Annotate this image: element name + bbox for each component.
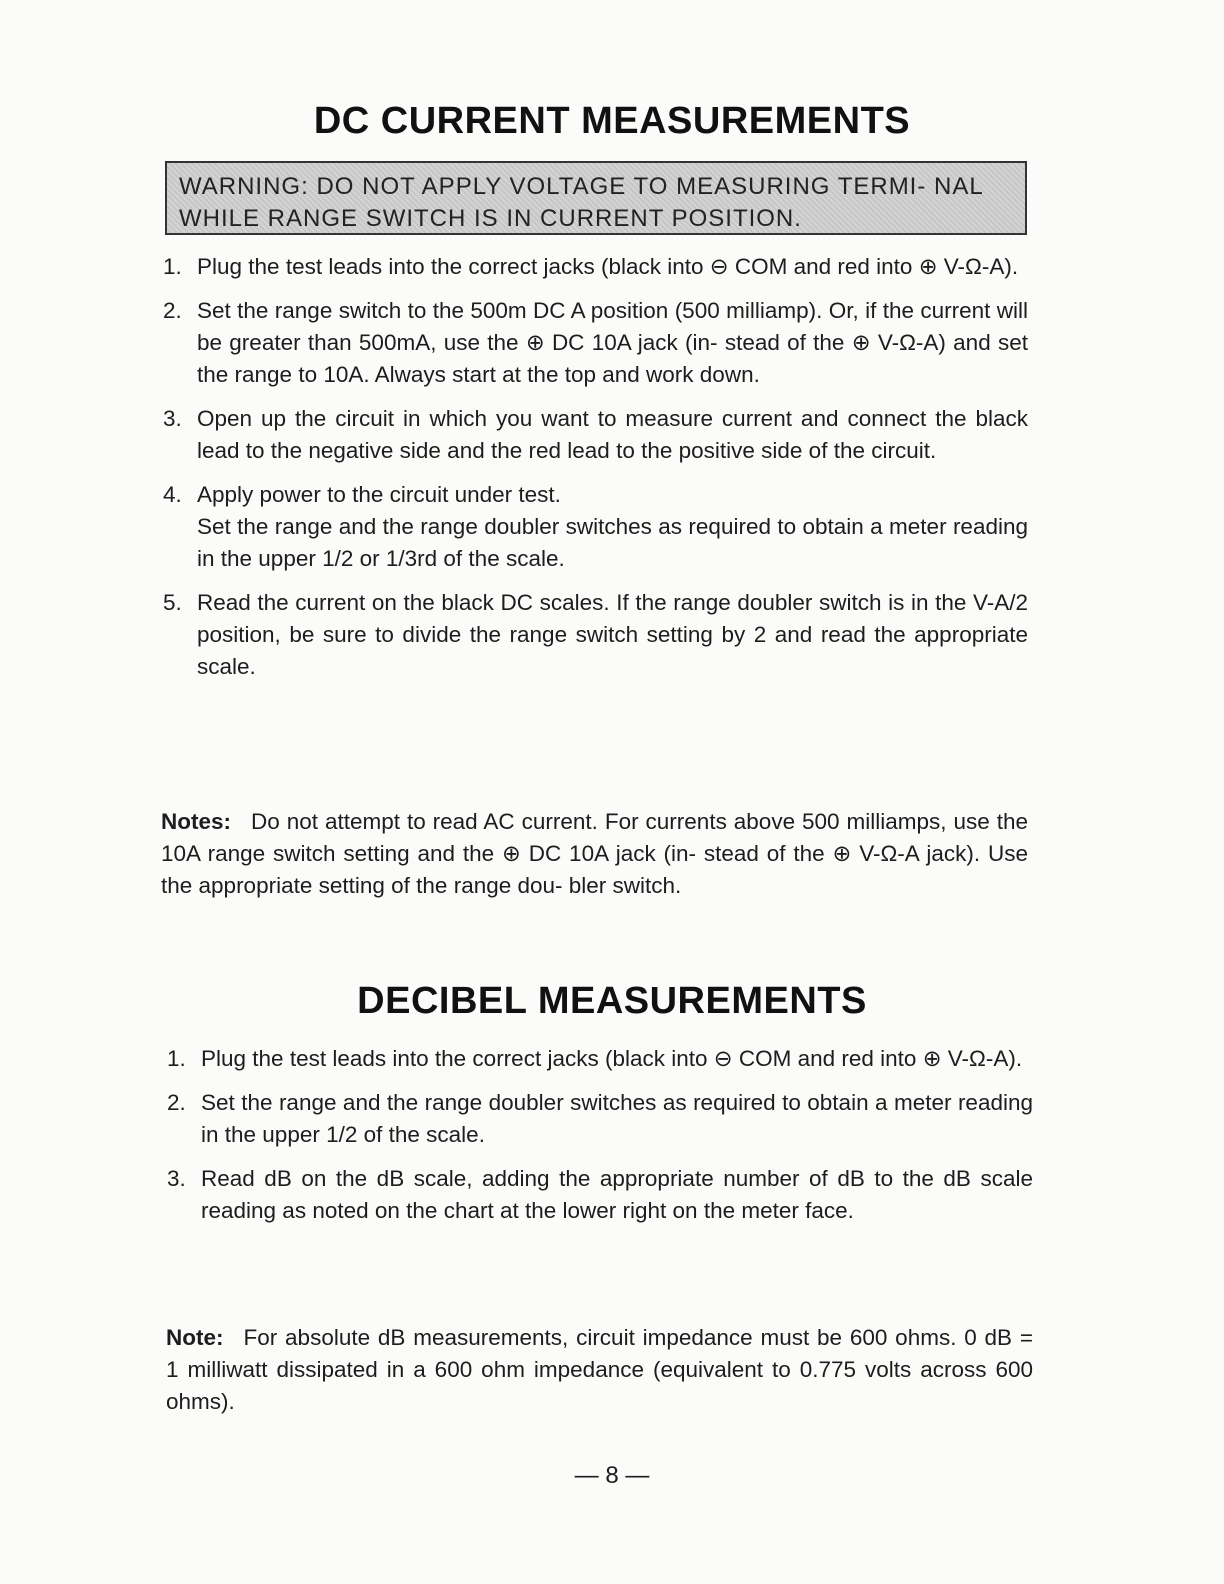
warning-box: WARNING: DO NOT APPLY VOLTAGE TO MEASURING TERMI- NAL WHILE RANGE SWITCH IS IN CURRENT POSITION. bbox=[165, 161, 1027, 235]
notes-label: Notes: bbox=[161, 809, 232, 834]
step-text: Plug the test leads into the correct jacks (black into ⊖ COM and red into ⊕ V-Ω-A). bbox=[197, 254, 1019, 279]
step-text: Apply power to the circuit under test. bbox=[197, 482, 561, 507]
note-text: For absolute dB measurements, circuit impedance must be 600 ohms. 0 dB = 1 milliwatt dissipated in a 600 ohm impedance (equivalent to 0.775 volts across 600 ohms). bbox=[166, 1325, 1033, 1414]
step-number: 3. bbox=[163, 406, 182, 431]
step-text: Open up the circuit in which you want to measure current and connect the black lead to the negative side and the red lead to the positive side of the circuit. bbox=[197, 406, 1028, 463]
list-item bbox=[167, 1087, 1033, 1151]
section-title-decibel: DECIBEL MEASUREMENTS bbox=[357, 980, 867, 1022]
decibel-steps bbox=[167, 1043, 1033, 1239]
page-number: — 8 — bbox=[574, 1462, 650, 1489]
step-number: 1. bbox=[163, 254, 182, 279]
section-title-dc-current: DC CURRENT MEASUREMENTS bbox=[313, 100, 911, 142]
step-number: 2. bbox=[167, 1090, 186, 1115]
list-item bbox=[167, 1163, 1033, 1227]
decibel-note bbox=[166, 1322, 1033, 1418]
dc-current-steps bbox=[163, 251, 1028, 695]
step-number: 1. bbox=[167, 1046, 186, 1071]
note-label: Note: bbox=[166, 1325, 224, 1350]
step-text: Set the range and the range doubler switches as required to obtain a meter reading in the upper 1/2 of the scale. bbox=[201, 1090, 1033, 1147]
list-item bbox=[167, 1043, 1033, 1075]
list-item bbox=[163, 403, 1028, 467]
step-text: Read dB on the dB scale, adding the appropriate number of dB to the dB scale reading as noted on the chart at the lower right on the meter face. bbox=[201, 1166, 1033, 1223]
list-item bbox=[163, 479, 1028, 575]
list-item bbox=[163, 251, 1028, 283]
list-item bbox=[163, 587, 1028, 683]
step-text-continued: Set the range and the range doubler switches as required to obtain a meter reading in the upper 1/2 or 1/3rd of the scale. bbox=[197, 514, 1028, 571]
step-number: 5. bbox=[163, 590, 182, 615]
list-item bbox=[163, 295, 1028, 391]
step-number: 4. bbox=[163, 482, 182, 507]
step-text: Plug the test leads into the correct jacks (black into ⊖ COM and red into ⊕ V-Ω-A). bbox=[201, 1046, 1023, 1071]
notes-text: Do not attempt to read AC current. For currents above 500 milliamps, use the 10A range switch setting and the ⊕ DC 10A jack (in- stead of the ⊕ V-Ω-A jack). Use the appropriate setting of the range dou- bler switch. bbox=[161, 809, 1028, 898]
step-number: 2. bbox=[163, 298, 182, 323]
step-text: Read the current on the black DC scales. If the range doubler switch is in the V-A/2 position, be sure to divide the range switch setting by 2 and read the appropriate scale. bbox=[197, 590, 1028, 679]
step-text: Set the range switch to the 500m DC A position (500 milliamp). Or, if the current will be greater than 500mA, use the ⊕ DC 10A jack (in- stead of the ⊕ V-Ω-A) and set the range to 10A. Always start at the top and work down. bbox=[197, 298, 1028, 387]
step-number: 3. bbox=[167, 1166, 186, 1191]
dc-current-notes bbox=[161, 806, 1028, 902]
